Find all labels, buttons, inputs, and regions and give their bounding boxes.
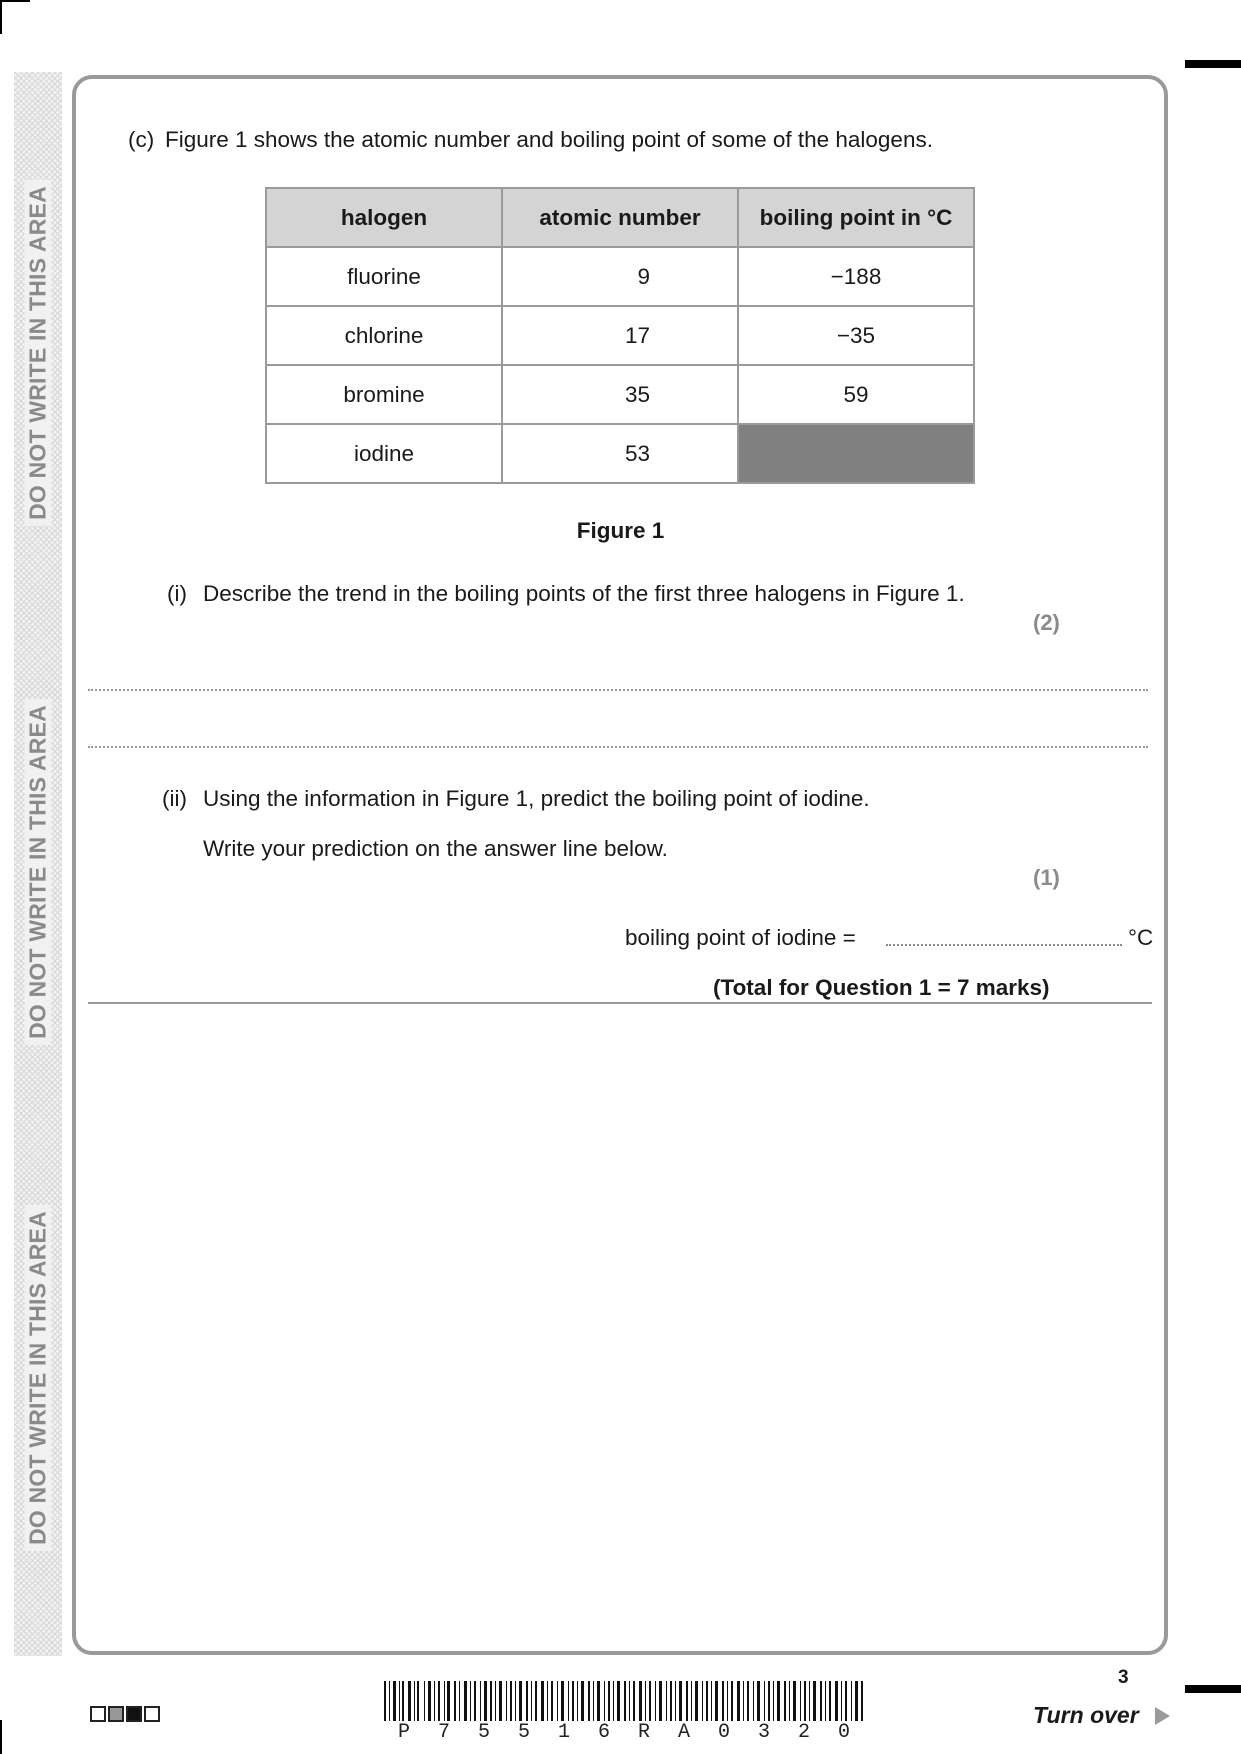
table-header-row: [266, 188, 974, 247]
marker-box: [126, 1706, 142, 1722]
crop-mark: [0, 0, 2, 34]
part-label: (i): [167, 581, 187, 606]
answer-unit: °C: [1128, 925, 1154, 950]
answer-line[interactable]: [88, 746, 1148, 748]
answer-prefix: boiling point of iodine =: [625, 925, 856, 950]
part-instruction: Write your prediction on the answer line below.: [203, 836, 668, 861]
atomic-number-cell: 53: [502, 424, 738, 483]
barcode: [384, 1681, 864, 1721]
barcode-number: P 7 5 5 1 6 R A 0 3 2 0: [397, 1721, 850, 1744]
play-arrow-icon: [1155, 1707, 1170, 1725]
atomic-number-cell: 17: [502, 306, 738, 365]
table-header: atomic number: [502, 188, 738, 247]
marks-indicator: (2): [1033, 610, 1060, 635]
halogen-table: [265, 187, 975, 484]
part-text: Describe the trend in the boiling points of the first three halogens in Figure 1.: [203, 581, 965, 606]
divider: [88, 1002, 1152, 1004]
table-row: [266, 424, 974, 483]
marker-box: [144, 1706, 160, 1722]
part-label: (ii): [162, 786, 187, 811]
answer-input-line[interactable]: [886, 944, 1122, 946]
atomic-number-cell: 35: [502, 365, 738, 424]
table-row: [266, 247, 974, 306]
halogen-cell: chlorine: [266, 306, 502, 365]
halogen-cell: iodine: [266, 424, 502, 483]
figure-caption: Figure 1: [576, 518, 665, 543]
turn-over-label: Turn over: [1033, 1702, 1139, 1728]
marker-box: [90, 1706, 106, 1722]
table-header: boiling point in °C: [738, 188, 974, 247]
marker-box: [108, 1706, 124, 1722]
question-total: (Total for Question 1 = 7 marks): [713, 975, 1050, 1000]
atomic-number-cell: 9: [502, 247, 738, 306]
boiling-point-cell: −35: [738, 306, 974, 365]
halogen-cell: bromine: [266, 365, 502, 424]
question-label: (c): [128, 127, 155, 152]
marks-indicator: (1): [1033, 865, 1060, 890]
table-row: [266, 306, 974, 365]
page-number: 3: [1118, 1667, 1129, 1688]
boiling-point-cell: −188: [738, 247, 974, 306]
table-header: halogen: [266, 188, 502, 247]
crop-mark: [0, 1720, 2, 1754]
answer-line[interactable]: [88, 689, 1148, 691]
crop-mark: [1185, 60, 1241, 68]
boiling-point-cell: 59: [738, 365, 974, 424]
page-marker-boxes: [90, 1706, 160, 1722]
part-text: Using the information in Figure 1, predict the boiling point of iodine.: [203, 786, 870, 811]
halogen-cell: fluorine: [266, 247, 502, 306]
question-text: Figure 1 shows the atomic number and boiling point of some of the halogens.: [165, 127, 933, 152]
turn-over[interactable]: [1033, 1702, 1170, 1729]
crop-mark: [1185, 1685, 1241, 1693]
crop-mark: [0, 0, 30, 2]
table-row: [266, 365, 974, 424]
boiling-point-cell-shaded: [738, 424, 974, 483]
